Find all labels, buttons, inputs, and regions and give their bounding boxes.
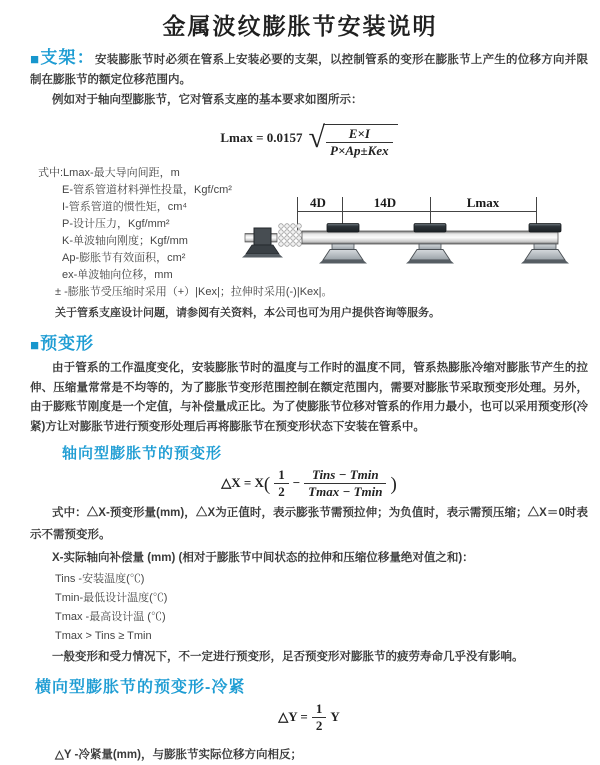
left-paren: ( — [263, 473, 271, 495]
axial-formula-lhs: △X = X — [221, 474, 264, 490]
sqrt-radical: √ $\frac{E\times I}{\text{P×Ap±Kex}}$ — [309, 119, 398, 159]
lateral-formula-lhs: △Y = — [278, 708, 308, 724]
right-paren: ) — [390, 473, 397, 495]
support-intro-text: 安装膨胀节时必须在管系上安装必要的支架，以控制管系的变形在膨胀节上产生的位移方向并限制在膨胀节的额定位移范围内。 — [30, 54, 589, 86]
lateral-subsection-heading: 横向型膨胀节的预变形-冷紧 — [35, 679, 246, 696]
temp-definition-line: Tmax -最高设计温 (℃) — [55, 611, 166, 623]
predeform-section-heading: 预变形 — [40, 334, 95, 353]
lateral-note-line: △Y -冷紧量(mm)，与膨胀节实际位移方向相反； — [55, 749, 302, 761]
definition-line: P-设计压力，Kgf/mm² — [62, 218, 170, 230]
definition-line: I-管系管道的惯性矩，cm⁴ — [62, 201, 188, 213]
support-note-line: 关于管系支座设计问题，请参阅有关资料，本公司也可为用户提供咨询等服务。 — [55, 307, 440, 319]
dimension-label-4d: 4D — [310, 195, 326, 210]
lmax-formula-numerator: E×I — [326, 127, 393, 143]
support-example-line: 例如对于轴向型膨胀节，它对管系支座的基本要求如图所示： — [52, 94, 363, 106]
support-section-heading: 支架： — [40, 48, 96, 67]
temp-definition-line: Tmin-最低设计温度(℃) — [55, 592, 168, 604]
lateral-formula-rhs: Y — [330, 708, 340, 724]
definition-line: K-单波轴向刚度；Kgf/mm — [62, 235, 188, 247]
axial-x-definition: X-实际轴向补偿量 (mm) (相对于膨胀节中间状态的拉伸和压缩位移量绝对值之和)： — [52, 552, 474, 564]
minus-sign: − — [292, 474, 301, 490]
temp-definition-line: Tins -安装温度(℃) — [55, 573, 145, 585]
lmax-formula-lhs: Lmax = 0.0157 — [220, 129, 303, 145]
axial-explain-paragraph: 式中：△X-预变形量(mm)，△X为正值时，表示膨张节需预拉伸；为负值时，表示需预压缩；△X＝0时表示不需预变形。 — [30, 507, 588, 541]
dimension-label-14d: 14D — [373, 195, 397, 210]
pipe-support-diagram — [243, 192, 565, 287]
definition-line: E-管系管道材料弹性投量，Kgf/cm² — [62, 184, 232, 196]
support-intro-paragraph — [30, 48, 588, 90]
definition-line: ± -膨胀节受压缩时采用（+）|Kex|；拉伸时采用(-)|Kex|。 — [55, 286, 333, 298]
predeform-heading-row — [30, 334, 588, 356]
temperature-definitions — [30, 570, 588, 646]
lmax-formula — [30, 119, 588, 157]
square-bullet-icon: ■ — [30, 51, 40, 68]
dimension-label-lmax: Lmax — [466, 195, 500, 210]
lmax-formula-denominator: P×Ap±Kex — [330, 143, 389, 159]
axial-formula — [30, 468, 588, 501]
temperature-fraction: $\frac{\text{Tins − Tmin}}{Tmax - Tmin}$ — [304, 468, 386, 500]
anchor-support — [242, 228, 283, 258]
one-half-fraction: $\frac{1}{2}$ — [312, 702, 327, 734]
bellows-icon — [279, 224, 302, 247]
pipe — [302, 231, 558, 244]
predeform-body-paragraph: 由于管系的工作温度变化，安装膨胀节时的温度与工作时的温度不同，管系热膨胀冷缩对膨胀节产生的拉伸、压缩量常常是不均等的，为了膨胀节变形范围控制在额定范围内，需要对膨胀节采取预变形处理。另外，由于膨账节刚度是一个定值，与补偿量成正比。为了使膨胀节位移对管系的作用力最小，也可以采用预变形(冷紧)方让对膨胀节进行预变形处理后再将膨胀节在预变形状态下安装在管系中。 — [30, 362, 588, 433]
lateral-formula — [30, 701, 588, 734]
temp-definition-line: Tmax > Tins ≥ Tmin — [55, 630, 152, 642]
one-half-fraction: $\frac{1}{2}$ — [274, 468, 289, 500]
square-bullet-icon: ■ — [30, 337, 40, 354]
axial-subsection-heading: 轴向型膨胀节的预变形 — [62, 445, 223, 462]
axial-note-line: 一般变形和受力情况下，不一定进行预变形，足否预变形对膨胀节的疲劳寿命几乎没有影响。 — [52, 651, 524, 663]
definition-line: 式中:Lmax-最大导向间距，m — [38, 167, 180, 179]
definition-line: ex-单波轴向位移，mm — [62, 269, 173, 281]
definition-line: Ap-膨胀节有效面积，cm² — [62, 252, 186, 264]
page-title: 金属波纹膨胀节安装说明 — [162, 13, 438, 39]
